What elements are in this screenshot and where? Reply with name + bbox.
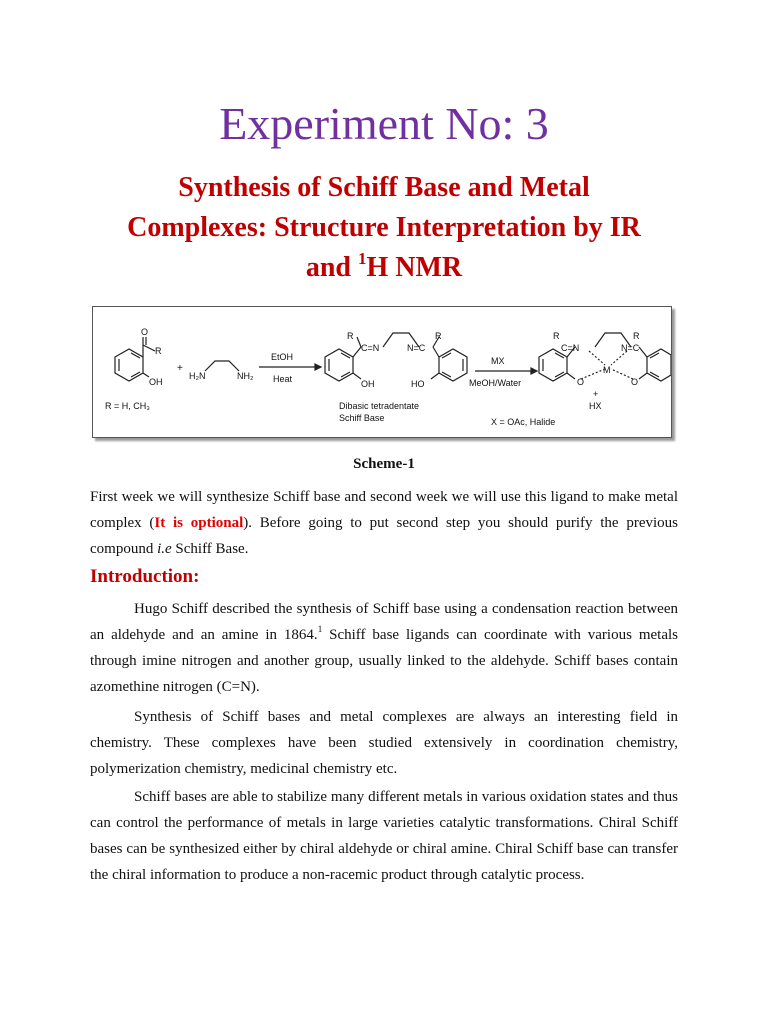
para4-text: Schiff bases are able to stabilize many different metals in various oxidation states and thus can control the performance of metals in large varieties catalytic transformations. Chiral Schiff bases can be synthesized either by chiral aldehyde or chiral amine. Chiral Schiff base can transfer the chiral information to produce a non-racemic product through catalytic process. [90, 789, 678, 883]
subtitle-and: and [305, 252, 358, 283]
complex-imine-right: N=C [621, 343, 640, 353]
oh-label-2: OH [361, 379, 375, 389]
subtitle-line-1: Synthesis of Schiff Base and Metal [178, 172, 590, 203]
scheme-caption: Scheme-1 [353, 456, 415, 472]
metal-label: M [603, 365, 611, 375]
reaction-arrow-1 [259, 364, 321, 370]
para1-text-3: Schiff Base. [171, 541, 249, 557]
ligand-label-line-1: Dibasic tetradentate [339, 401, 420, 411]
para2-text-2: Schiff base ligands can coordinate with various metals through imine nitrogen and another group, usually linked to the aldehyde. Schiff bases contain azomethine nitrogen (C=N). [90, 627, 678, 695]
imine-left-label: C=N [361, 343, 380, 353]
reference-1: 1 [317, 624, 323, 634]
paragraph-overview [90, 484, 678, 562]
reagent-etoh: EtOH [271, 352, 294, 362]
r-label-2: R [347, 331, 354, 341]
plus-sign-1: + [177, 363, 183, 374]
para1-text-1: First week we will synthesize Schiff base and second week we will use this ligand to make metal complex ( [90, 489, 678, 531]
plus-sign-2: + [593, 389, 599, 399]
r-label-4: R [553, 331, 560, 341]
o-label-right: O [631, 377, 639, 387]
carbonyl-o-label: O [141, 327, 149, 337]
reagent-mx: MX [491, 356, 505, 366]
ligand-label-line-2: Schiff Base [339, 413, 385, 423]
reagent-heat: Heat [273, 374, 293, 384]
paragraph-intro-3 [90, 784, 678, 888]
r-label-3: R [435, 331, 442, 341]
o-label-left: O [577, 377, 585, 387]
oh-label-1: OH [149, 377, 163, 387]
reagent-meoh-water: MeOH/Water [469, 378, 522, 388]
para1-text-2: ). Before going to put second step you should purify the previous compound [90, 515, 678, 557]
superscript-1: 1 [358, 249, 367, 268]
r-label-5: R [633, 331, 640, 341]
para1-italic: i.e [157, 541, 172, 557]
subtitle-line-2: Complexes: Structure Interpretation by IR [127, 212, 641, 243]
r-label-1: R [155, 346, 162, 356]
complex-imine-left: C=N [561, 343, 580, 353]
ethylenediamine-structure [205, 361, 239, 371]
subtitle-hnmr: H NMR [366, 252, 463, 283]
imine-right-label: N=C [407, 343, 426, 353]
salicylaldehyde-structure [115, 337, 155, 381]
subtitle [60, 168, 708, 288]
ho-label: HO [411, 379, 425, 389]
optional-highlight: It is optional [154, 515, 244, 531]
reaction-scheme-figure [92, 306, 672, 438]
paragraph-intro-1 [90, 596, 678, 700]
subtitle-line-3 [60, 248, 708, 288]
page-title: Experiment No: 3 [219, 98, 549, 149]
introduction-heading: Introduction: [90, 566, 200, 587]
h2n-label: H₂N [189, 371, 206, 381]
paragraph-intro-2 [90, 704, 678, 782]
reaction-arrow-2 [475, 368, 537, 374]
r-definition: R = H, CH₃ [105, 401, 150, 411]
x-definition: X = OAc, Halide [491, 417, 556, 427]
para3-text: Synthesis of Schiff bases and metal complexes are always an interesting field in chemistry. These complexes have been studied extensively in coordination chemistry, polymerization chemistry, medicinal chemistry etc. [90, 709, 678, 777]
hx-label: HX [589, 401, 602, 411]
nh2-label: NH₂ [237, 371, 254, 381]
reaction-scheme-svg [93, 307, 671, 437]
para2-text-1: Hugo Schiff described the synthesis of Schiff base using a condensation reaction between an aldehyde and an amine in 1864. [90, 601, 678, 643]
